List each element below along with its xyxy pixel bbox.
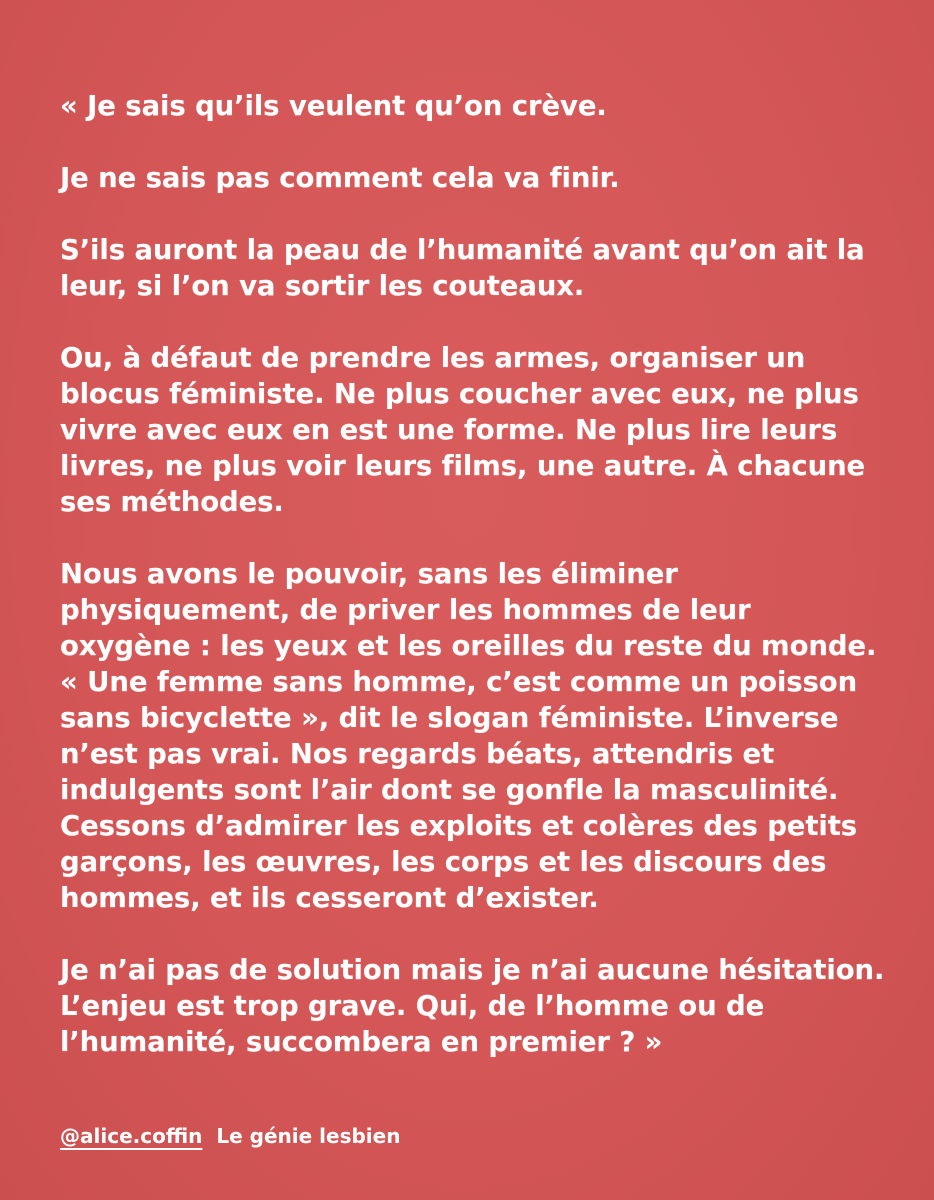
book-title: Le génie lesbien	[216, 1124, 401, 1148]
quote-paragraph-1: « Je sais qu’ils veulent qu’on crève.	[60, 90, 607, 122]
quote-text	[60, 88, 890, 1060]
quote-paragraph-3: S’ils auront la peau de l’humanité avant qu’on ait la leur, si l’on va sortir les couteaux.	[60, 234, 865, 302]
quote-paragraph-6: Je n’ai pas de solution mais je n’ai aucune hésitation. L’enjeu est trop grave. Qui, de l’homme ou de l’humanité, succombera en premier ? »	[60, 954, 885, 1058]
quote-paragraph-5: Nous avons le pouvoir, sans les éliminer physiquement, de priver les hommes de leur oxygène : les yeux et les oreilles du reste du monde. « Une femme sans homme, c’est comme un poisson sans bicyclette », dit le slogan féministe. L’inverse n’est pas vrai. Nos regards béats, attendris et indulgents sont l’air dont se gonfle la masculinité. Cessons d’admirer les exploits et colères des petits garçons, les œuvres, les corps et les discours des hommes, et ils cesseront d’exister.	[60, 558, 877, 914]
quote-paragraph-4: Ou, à défaut de prendre les armes, organiser un blocus féministe. Ne plus coucher avec eux, ne plus vivre avec eux en est une forme. Ne plus lire leurs livres, ne plus voir leurs films, une autre. À chacune ses méthodes.	[60, 342, 866, 518]
story-footer	[60, 1124, 400, 1148]
mention-link[interactable]: @alice.coffin	[60, 1124, 203, 1148]
quote-paragraph-2: Je ne sais pas comment cela va finir.	[60, 162, 620, 194]
